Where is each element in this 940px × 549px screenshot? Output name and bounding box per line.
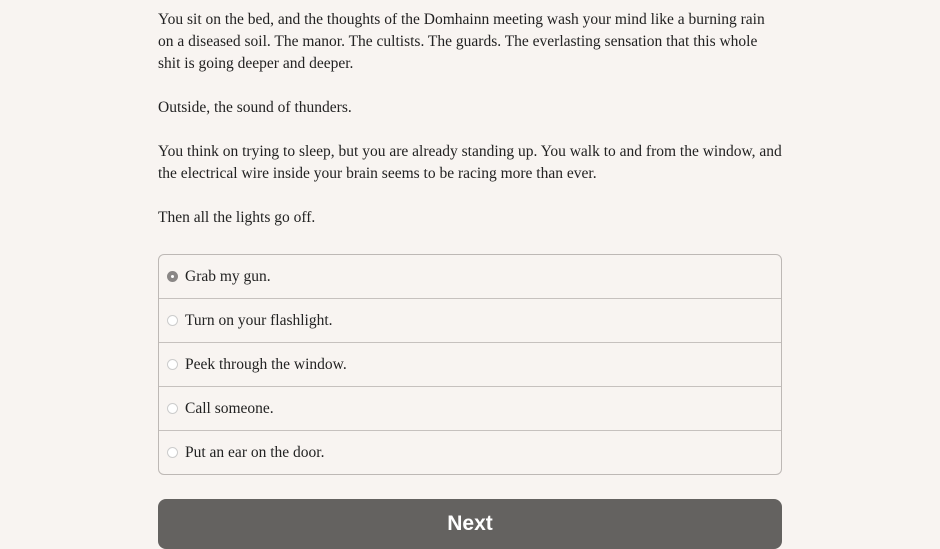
story-paragraph: You think on trying to sleep, but you are already standing up. You walk to and from the window, and the electrical wire inside your brain seems to be racing more than ever. bbox=[158, 143, 782, 182]
radio-icon[interactable] bbox=[167, 447, 178, 458]
radio-icon[interactable] bbox=[167, 315, 178, 326]
choice-option[interactable] bbox=[159, 430, 781, 474]
next-button[interactable]: Next bbox=[158, 499, 782, 549]
choice-label: Peek through the window. bbox=[185, 355, 347, 373]
choice-label: Grab my gun. bbox=[185, 267, 271, 285]
choice-option[interactable] bbox=[159, 386, 781, 430]
choice-label: Turn on your flashlight. bbox=[185, 311, 333, 329]
radio-icon[interactable] bbox=[167, 359, 178, 370]
story-paragraph: Then all the lights go off. bbox=[158, 209, 316, 226]
choice-option[interactable] bbox=[159, 255, 781, 298]
radio-icon[interactable] bbox=[167, 403, 178, 414]
choice-label: Put an ear on the door. bbox=[185, 443, 325, 461]
story-paragraph: You sit on the bed, and the thoughts of the Domhainn meeting wash your mind like a burning rain on a diseased soil. The manor. The cultists. The guards. The everlasting sensation that this whole shit is going deeper and deeper. bbox=[158, 11, 765, 72]
choice-option[interactable] bbox=[159, 298, 781, 342]
choice-label: Call someone. bbox=[185, 399, 274, 417]
story-paragraph: Outside, the sound of thunders. bbox=[158, 99, 352, 116]
story-text bbox=[158, 9, 782, 251]
radio-checked-icon[interactable] bbox=[167, 271, 178, 282]
choice-list bbox=[158, 254, 782, 475]
choice-option[interactable] bbox=[159, 342, 781, 386]
